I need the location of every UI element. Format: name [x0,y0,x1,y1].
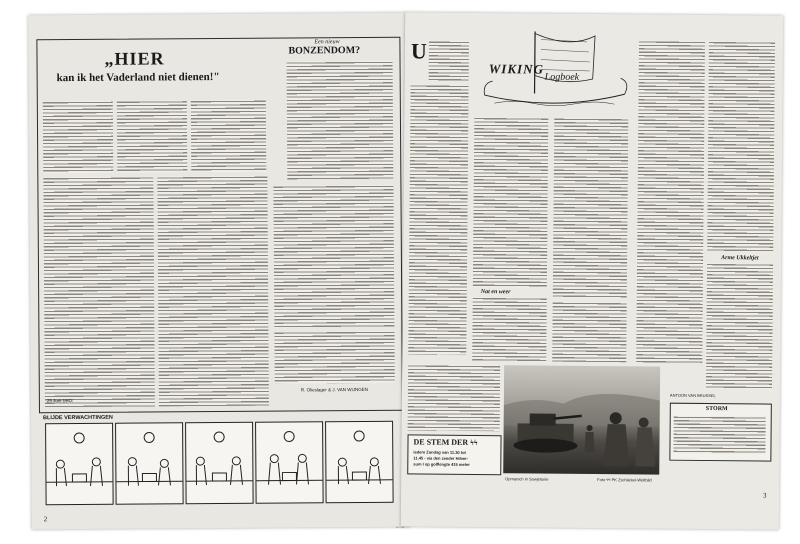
column-text [552,302,627,363]
comic-title: BLIJDE VERWACHTINGEN [43,414,113,422]
photo-caption: Opmarsch in Sowjetunie [505,476,549,482]
storm-title: STORM [705,405,728,413]
column-text [43,176,155,407]
stem-line: iedere Zondag van 11.30 tot [413,449,466,455]
stem-line: sum I op golflengte 415 meter [413,461,470,467]
column-text [707,41,775,252]
column-text [287,61,394,180]
article-date: 25 Juni 1943 [46,398,73,404]
headline-main: „HIER [104,48,165,69]
author: ANTOON VAN BRUSSEL [669,392,716,399]
column-text [191,100,267,173]
column-text [429,41,469,81]
war-photo [503,365,660,474]
comic-panel [255,421,324,503]
page-number: 3 [763,491,767,500]
headline-sub: kan ik het Vaderland niet dienen!" [56,70,220,85]
column-text [273,185,394,328]
right-page [401,12,783,529]
comic-panel [185,422,254,504]
colophon-text [673,416,765,455]
left-page [28,13,410,530]
column-text [408,364,501,431]
sidebar-title: BONZENDOM? [288,45,361,57]
signature: R. Olieslager & J. VAN WIJNGEN [300,386,369,393]
column-text [472,297,547,362]
column-text [553,118,629,299]
column-text [157,176,269,407]
page-number: 2 [43,515,48,524]
section-heading: Nat en weer [480,289,511,296]
drop-cap: U [410,38,427,64]
comic-panel [115,422,184,504]
column-text [473,117,548,288]
stem-title: DE STEM DER ϟϟ [413,437,478,448]
section-heading-2: Arme Ukkeltjet [721,255,759,262]
column-text [117,100,188,172]
photo-credit: Foto ϟϟ PK Zschäckel-Weltbild [597,477,652,483]
column-text [706,263,773,390]
column-text [636,40,705,363]
sidebar-kicker: Een nieuw [314,39,340,46]
column-text [274,331,394,384]
column-text [408,84,468,354]
column-text [43,101,114,173]
masthead-title: WIKING [488,61,544,77]
masthead-subtitle: Logboek [544,71,580,83]
comic-panel [325,421,394,503]
stem-line: 11.45 - via den zender Hilver- [413,455,469,461]
comic-panel [45,423,114,505]
